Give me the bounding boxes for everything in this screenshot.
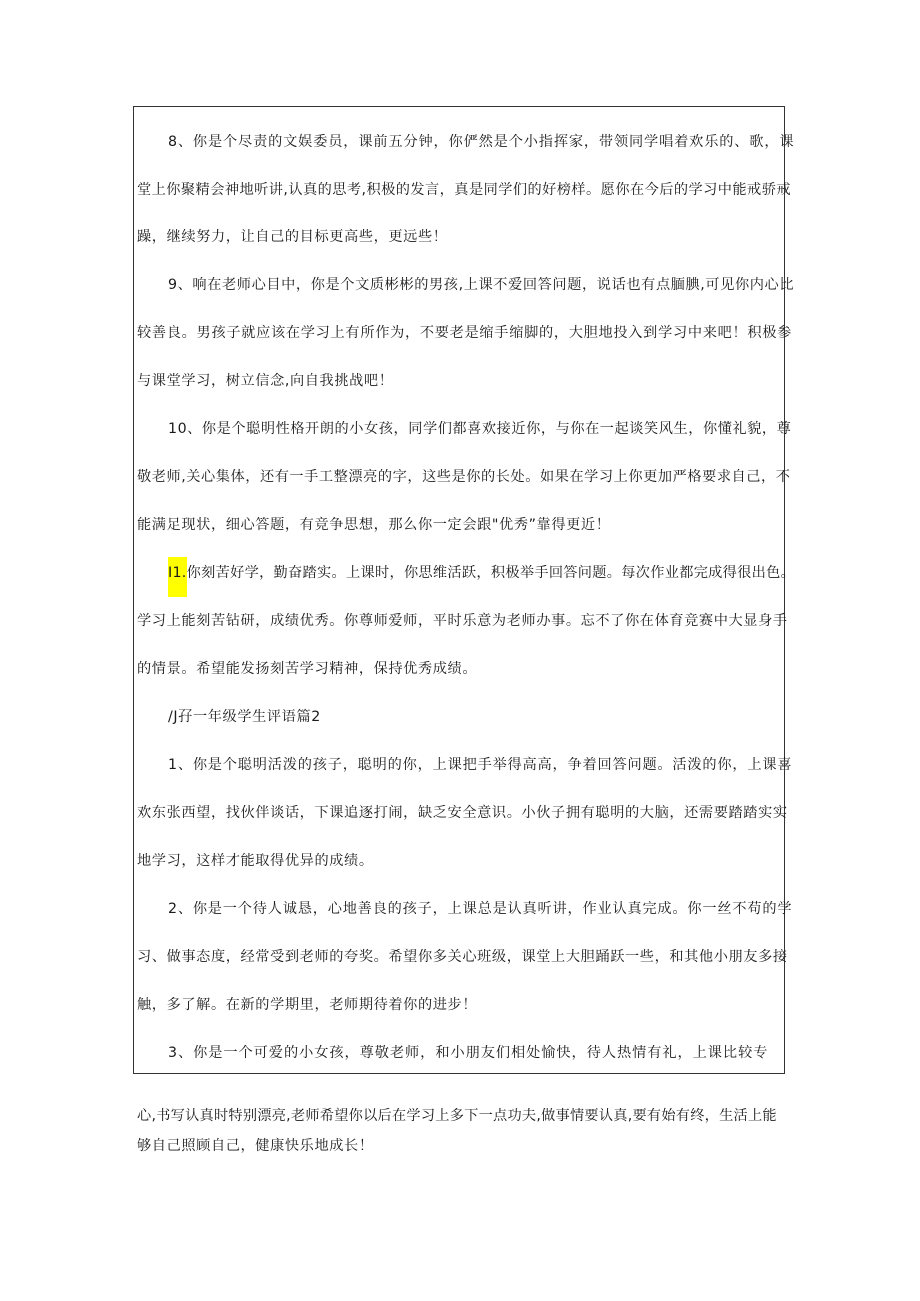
- paragraph-line: 8、你是个尽责的文娱委员，课前五分钟，你俨然是个小指挥家，带领同学唱着欢乐的、歌，课: [168, 134, 795, 150]
- paragraph-line: 欢东张西望，找伙伴谈话，下课追逐打闹，缺乏安全意识。小伙子拥有聪明的大脑，还需要踏踏实实: [137, 805, 788, 821]
- paragraph-line: 2、你是一个待人诚恳，心地善良的孩子，上课总是认真听讲，作业认真完成。你一丝不苟的学: [168, 901, 793, 917]
- paragraph-line: 10、你是个聪明性格开朗的小女孩，同学们都喜欢接近你，与你在一起谈笑风生，你懂礼貌，尊: [168, 421, 792, 437]
- paragraph-text: 你刻苦好学，勤奋踏实。上课时，你思维活跃，积极举手回答问题。每次作业都完成得很出色。: [186, 565, 796, 581]
- paragraph-line: 敬老师,关心集体，还有一手工整漂亮的字，这些是你的长处。如果在学习上你更加严格要求自己，不: [137, 469, 791, 485]
- paragraph-line: 堂上你聚精会神地听讲,认真的思考,积极的发言，真是同学们的好榜样。愿你在今后的学习中能戒骄戒: [137, 182, 791, 198]
- highlighted-number: I1.: [168, 557, 187, 597]
- paragraph-line: 心,书写认真时特别漂亮,老师希望你以后在学习上多下一点功夫,做事情要认真,要有始有终，生活上能: [137, 1108, 777, 1124]
- paragraph-line: 地学习，这样才能取得优异的成绩。: [137, 853, 374, 869]
- paragraph-line: 够自己照顾自己，健康快乐地成长！: [137, 1138, 374, 1154]
- paragraph-line: [168, 563, 795, 583]
- paragraph-line: 9、响在老师心目中，你是个文质彬彬的男孩,上课不爱回答问题，说话也有点腼腆,可见你内心比: [168, 277, 795, 293]
- section-heading: /J孖一年级学生评语篇2: [168, 709, 321, 725]
- paragraph-line: 习、做事态度，经常受到老师的夸奖。希望你多关心班级，课堂上大胆踊跃一些，和其他小朋友多接: [137, 949, 788, 965]
- paragraph-line: 触，多了解。在新的学期里，老师期待着你的进步！: [137, 997, 478, 1013]
- paragraph-line: 1、你是个聪明活泼的孩子，聪明的你，上课把手举得高高，争着回答问题。活泼的你，上课喜: [168, 757, 793, 773]
- paragraph-line: 的情景。希望能发扬刻苦学习精神，保持优秀成绩。: [137, 661, 478, 677]
- paragraph-line: 与课堂学习，树立信念,向自我挑战吧！: [137, 373, 394, 389]
- paragraph-line: 能满足现状，细心答题，有竞争思想，那么你一定会跟"优秀”靠得更近！: [137, 517, 611, 533]
- table-frame: [133, 106, 785, 1074]
- paragraph-line: 躁，继续努力，让自己的目标更高些，更远些！: [137, 229, 448, 245]
- paragraph-line: 较善良。男孩子就应该在学习上有所作为，不要老是缩手缩脚的，大胆地投入到学习中来吧！积极参: [137, 325, 793, 341]
- paragraph-line: 学习上能刻苦钻研，成绩优秀。你尊师爱师，平时乐意为老师办事。忘不了你在体育竞赛中大显身手: [137, 613, 788, 629]
- paragraph-line: 3、你是一个可爱的小女孩，尊敬老师，和小朋友们相处愉快，待人热情有礼，上课比较专: [168, 1045, 769, 1061]
